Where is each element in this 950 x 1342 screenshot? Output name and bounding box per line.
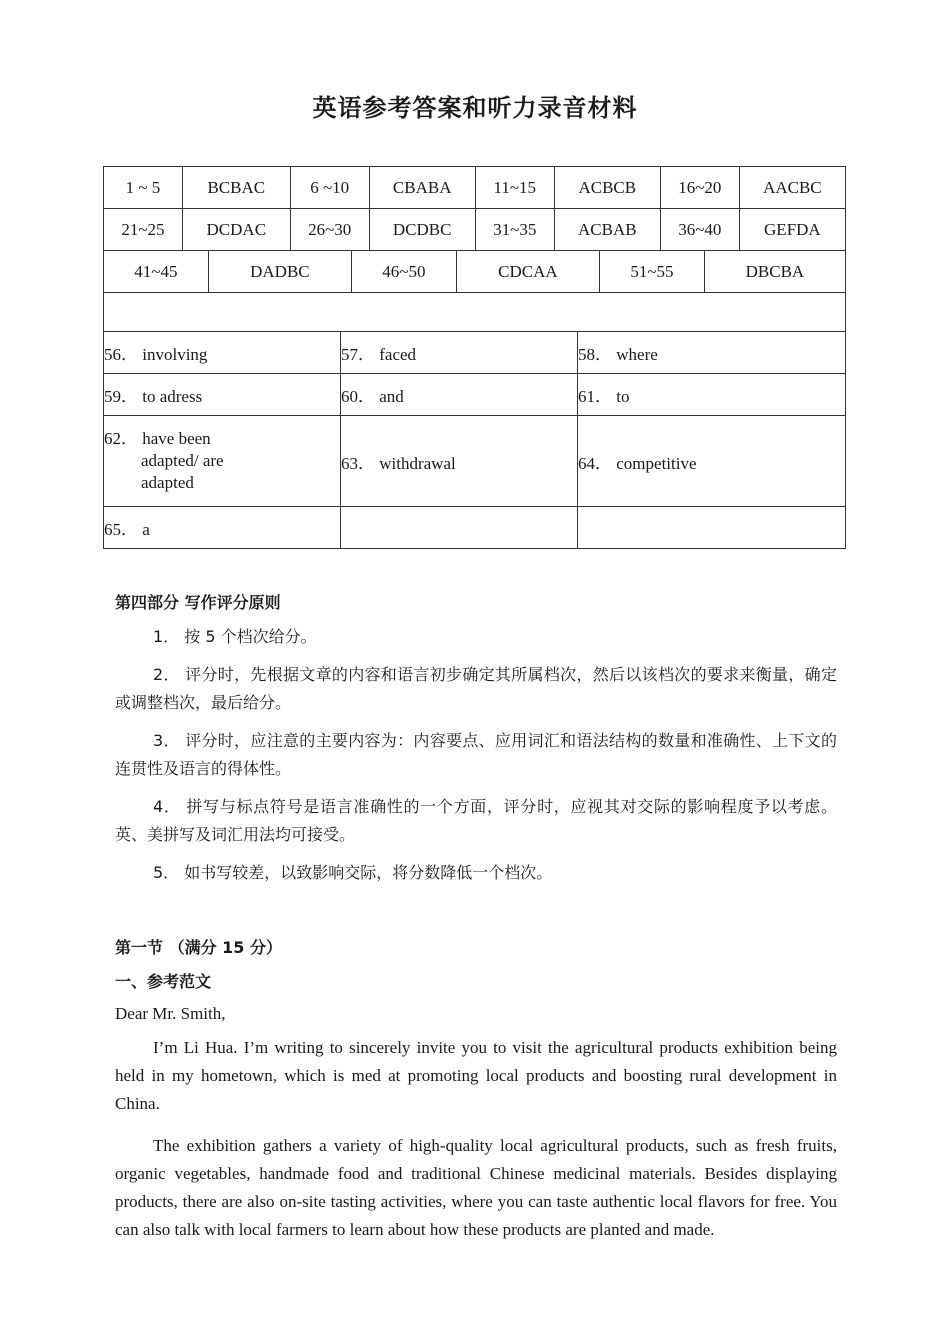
- rule-item: 5． 如书写较差，以致影响交际，将分数降低一个档次。: [153, 863, 553, 882]
- section-heading: 第四部分 写作评分原则: [115, 593, 281, 612]
- sub-heading: 一、参考范文: [115, 972, 212, 991]
- range-cell: 1 ~ 5: [104, 167, 183, 209]
- empty-cell: [341, 507, 578, 549]
- fill-cell: 56． involving: [104, 332, 341, 374]
- table-row: [104, 332, 846, 374]
- answer-cell: DBCBA: [704, 251, 845, 293]
- range-cell: 6 ~10: [290, 167, 369, 209]
- section-heading: 第一节 （满分 15 分）: [115, 938, 282, 957]
- table-row: [104, 374, 846, 416]
- rule-item: 2． 评分时，先根据文章的内容和语言初步确定其所属档次，然后以该档次的要求来衡量，确定或调整档次，最后给分。: [115, 665, 837, 712]
- writing-rules: [115, 589, 837, 887]
- rule-item: 4． 拼写与标点符号是语言准确性的一个方面，评分时，应视其对交际的影响程度予以考虑。英、美拼写及词汇用法均可接受。: [115, 797, 837, 844]
- answer-cell: GEFDA: [739, 209, 845, 251]
- range-cell: 16~20: [660, 167, 739, 209]
- fill-cell: 65． a: [104, 507, 341, 549]
- page-title: 英语参考答案和听力录音材料: [312, 94, 638, 122]
- range-cell: 46~50: [352, 251, 457, 293]
- table-row: [104, 251, 846, 293]
- table-row: [104, 167, 846, 209]
- letter-paragraph: I’m Li Hua. I’m writing to sincerely invite you to visit the agricultural products exhibition being held in my hometown, which is med at promoting local products and boosting rural development in China.: [115, 1038, 837, 1113]
- fill-cell: 58． where: [578, 332, 846, 374]
- fill-in-table: [103, 292, 846, 549]
- range-cell: 41~45: [104, 251, 209, 293]
- table-row-blank: [104, 293, 846, 332]
- answer-cell: AACBC: [739, 167, 845, 209]
- blank-cell: [104, 293, 846, 332]
- range-cell: 11~15: [475, 167, 554, 209]
- fill-cell: 61． to: [578, 374, 846, 416]
- rule-item: 3． 评分时，应注意的主要内容为：内容要点、应用词汇和语法结构的数量和准确性、上下文的连贯性及语言的得体性。: [115, 731, 837, 778]
- answer-cell: DCDAC: [182, 209, 290, 251]
- fill-line: 62． have been: [104, 429, 211, 448]
- range-cell: 36~40: [660, 209, 739, 251]
- range-cell: 31~35: [475, 209, 554, 251]
- answer-cell: BCBAC: [182, 167, 290, 209]
- answer-table-row1: [103, 166, 846, 251]
- range-cell: 21~25: [104, 209, 183, 251]
- fill-cell: 60． and: [341, 374, 578, 416]
- range-cell: 51~55: [600, 251, 705, 293]
- fill-line: adapted: [141, 473, 194, 492]
- answer-cell: ACBAB: [554, 209, 660, 251]
- fill-cell: 63． withdrawal: [341, 416, 578, 507]
- answer-cell: DCDBC: [369, 209, 475, 251]
- answer-table-row3: [103, 250, 846, 293]
- letter-paragraph: The exhibition gathers a variety of high-quality local agricultural products, such as fresh fruits, organic vegetables, handmade food and traditional Chinese medicinal materials. Besides displaying products, there are also on-site tasting activities, where you can taste authentic local flavors for free. You can also talk with local farmers to learn about how these products are planted and made.: [115, 1136, 837, 1239]
- answer-cell: CBABA: [369, 167, 475, 209]
- section-one: [115, 934, 837, 1244]
- fill-cell: 64． competitive: [578, 416, 846, 507]
- table-row: [104, 209, 846, 251]
- answer-cell: DADBC: [208, 251, 351, 293]
- empty-cell: [578, 507, 846, 549]
- fill-cell-multiline: [104, 416, 341, 507]
- fill-cell: 59． to adress: [104, 374, 341, 416]
- table-row: [104, 507, 846, 549]
- answer-cell: ACBCB: [554, 167, 660, 209]
- range-cell: 26~30: [290, 209, 369, 251]
- table-row: [104, 416, 846, 507]
- fill-line: adapted/ are: [141, 451, 224, 470]
- letter-greeting: Dear Mr. Smith,: [115, 1004, 226, 1023]
- fill-cell: 57． faced: [341, 332, 578, 374]
- answer-cell: CDCAA: [456, 251, 599, 293]
- rule-item: 1． 按 5 个档次给分。: [153, 627, 317, 646]
